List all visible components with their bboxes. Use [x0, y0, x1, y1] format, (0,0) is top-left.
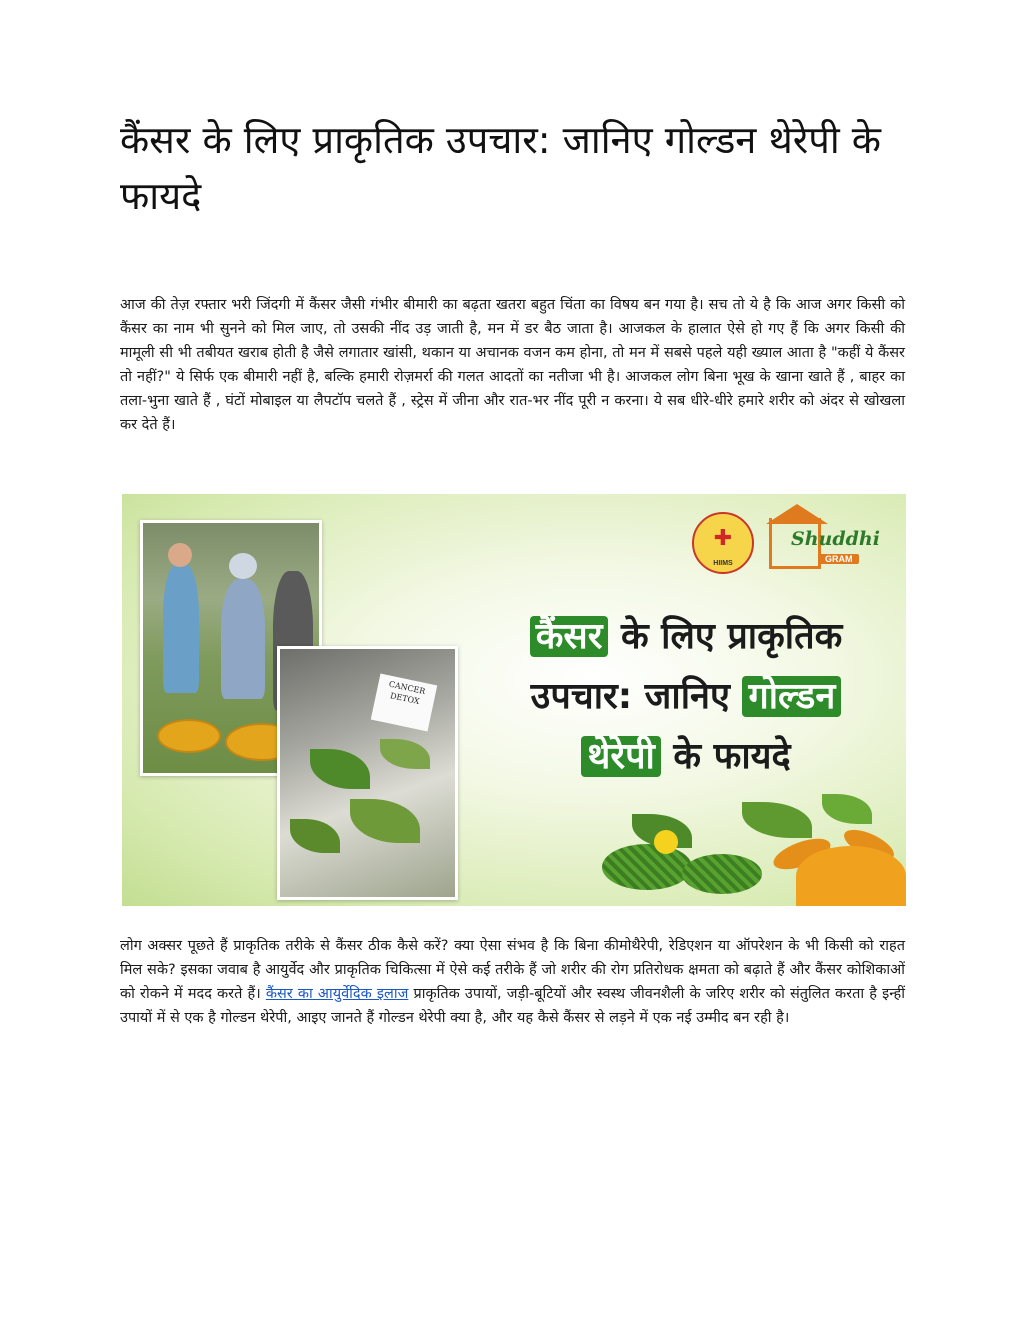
body-paragraph: लोग अक्सर पूछते हैं प्राकृतिक तरीके से कैंसर ठीक कैसे करें? क्या ऐसा संभव है कि बिना कीमोथैरेपी, रेडिएशन या ऑपरेशन के भी किसी को राहत मिल सके? इसका जवाब है आयुर्वेद और प्राकृतिक चिकित्सा में ऐसे कई तरीके हैं जो शरीर की रोग प्रतिरोधक क्षमता को बढ़ाते हैं और कैंसर कोशिकाओं को रोकने में मदद करते हैं। कैंसर का आयुर्वेदिक इलाज प्राकृतिक उपायों, जड़ी-बूटियों और स्वस्थ जीवनशैली के जरिए शरीर को संतुलित करता है इन्हीं उपायों में से एक है गोल्डन थेरेपी, आइए जानते हैं गोल्डन थेरेपी क्या है, और यह कैसे कैंसर से लड़ने में एक नई उम्मीद बन रही है। [120, 938, 905, 1026]
article-banner-image [122, 494, 906, 906]
medical-cross-icon: ✚ [713, 526, 733, 551]
ayurvedic-treatment-link[interactable]: कैंसर का आयुर्वेदिक इलाज [265, 986, 409, 1002]
herbs-decoration [592, 794, 906, 906]
banner-headline-line3: थेरेपी के फायदे [466, 734, 906, 780]
banner-headline-line1: कैंसर के लिए प्राकृतिक [466, 614, 906, 660]
banner-headline-line2: उपचार: जानिए गोल्डन [466, 674, 906, 720]
hiims-logo: ✚ HIIMS [692, 512, 754, 574]
page-title: कैंसर के लिए प्राकृतिक उपचार: जानिए गोल्डन थेरेपी के फायदे [120, 118, 881, 218]
shuddhi-gram-logo: Shuddhi GRAM [767, 514, 897, 572]
intro-paragraph: आज की तेज़ रफ्तार भरी जिंदगी में कैंसर जैसी गंभीर बीमारी का बढ़ता खतरा बहुत चिंता का विषय बन गया है। सच तो ये है कि आज अगर किसी को कैंसर का नाम भी सुनने को मिल जाए, तो उसकी नींद उड़ जाती है, मन में डर बैठ जाता है। आजकल के हालात ऐसे हो गए हैं कि अगर किसी की मामूली सी भी तबीयत खराब होती है जैसे लगातार खांसी, थकान या अचानक वजन कम होना, तो मन में सबसे पहले यही ख्याल आता है "कहीं ये कैंसर तो नहीं?" ये सिर्फ एक बीमारी नहीं है, बल्कि हमारी रोज़मर्रा की गलत आदतों का नतीजा भी है। आजकल लोग बिना भूख के खाना खाते हैं , बाहर का तला-भुना खाते हैं , घंटों मोबाइल या लैपटॉप चलते हैं , स्ट्रेस में जीना और रात-भर नींद पूरी न करना। ये सब धीरे-धीरे हमारे शरीर को अंदर से खोखला कर देते हैं। [120, 297, 905, 433]
photo-herbs [277, 646, 458, 900]
cancer-detox-card: CANCER DETOX [371, 673, 438, 731]
